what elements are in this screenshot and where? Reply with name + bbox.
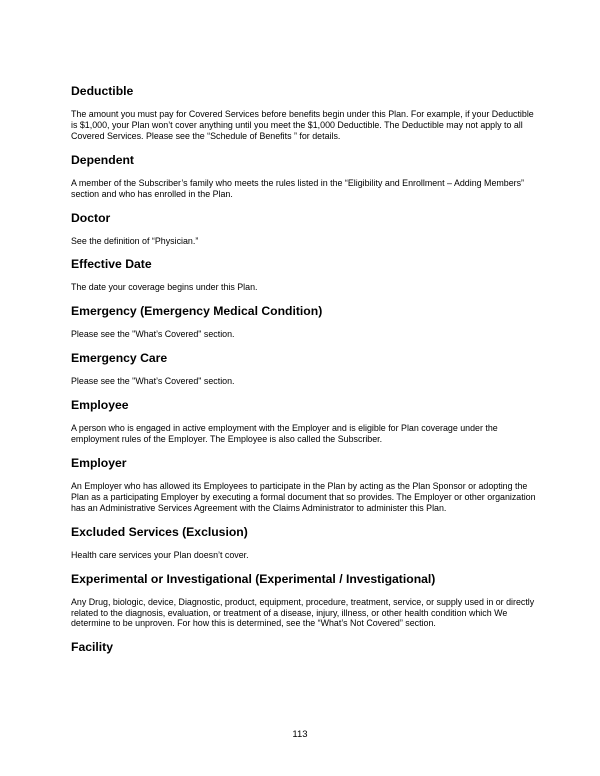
- entry-doctor: [71, 211, 536, 247]
- page-number: 113: [292, 729, 308, 740]
- term-definition: A member of the Subscriber’s family who meets the rules listed in the “Eligibility and Enrollment – Adding Members” section and who has enrolled in the Plan.: [71, 177, 524, 199]
- term-heading: Excluded Services (Exclusion): [71, 524, 248, 539]
- entry-emergency: [71, 304, 536, 340]
- term-definition: The date your coverage begins under this Plan.: [71, 282, 258, 293]
- term-definition: Please see the "What’s Covered" section.: [71, 329, 235, 340]
- entry-employee: [71, 398, 536, 445]
- entry-facility: [71, 640, 536, 655]
- term-heading: Emergency (Emergency Medical Condition): [71, 304, 323, 319]
- term-heading: Effective Date: [71, 257, 152, 272]
- term-heading: Experimental or Investigational (Experimental / Investigational): [71, 571, 436, 586]
- term-definition: Any Drug, biologic, device, Diagnostic, product, equipment, procedure, treatment, service, or supply used in or directly related to the diagnosis, evaluation, or treatment of a disease, injury, illness, or other health condition which We determine to be unproven. For how this is determined, see the “What’s Not Covered” section.: [71, 596, 535, 629]
- term-definition: The amount you must pay for Covered Services before benefits begin under this Plan. For example, if your Deductible is $1,000, your Plan won’t cover anything until you meet the $1,000 Deductible. The Deductible may not apply to all Covered Services. Please see the “Schedule of Benefits ” for details.: [71, 109, 534, 141]
- term-definition: Health care services your Plan doesn’t cover.: [71, 549, 249, 560]
- term-heading: Employee: [71, 398, 129, 413]
- term-heading: Facility: [71, 640, 113, 655]
- entry-employer: [71, 456, 536, 514]
- entry-deductible: [71, 84, 536, 142]
- term-heading: Doctor: [71, 210, 111, 225]
- glossary-content: [71, 84, 536, 665]
- term-heading: Employer: [71, 455, 127, 470]
- entry-emergency-care: [71, 351, 536, 387]
- entry-effective-date: [71, 257, 536, 293]
- term-heading: Emergency Care: [71, 351, 168, 366]
- term-definition: Please see the "What’s Covered" section.: [71, 376, 235, 387]
- entry-dependent: [71, 153, 536, 200]
- term-definition: An Employer who has allowed its Employees to participate in the Plan by acting as the Plan Sponsor or adopting the Plan as a participating Employer by executing a formal document that so provides. The Employer or other organization has an Administrative Services Agreement with the Claims Administrator to administer this Plan.: [71, 480, 536, 513]
- entry-excluded-services: [71, 525, 536, 561]
- term-definition: A person who is engaged in active employment with the Employer and is eligible for Plan coverage under the employment rules of the Employer. The Employee is also called the Subscriber.: [71, 423, 498, 445]
- term-heading: Deductible: [71, 84, 134, 98]
- entry-experimental: [71, 572, 536, 630]
- term-definition: See the definition of “Physician.”: [71, 235, 199, 246]
- term-heading: Dependent: [71, 152, 134, 167]
